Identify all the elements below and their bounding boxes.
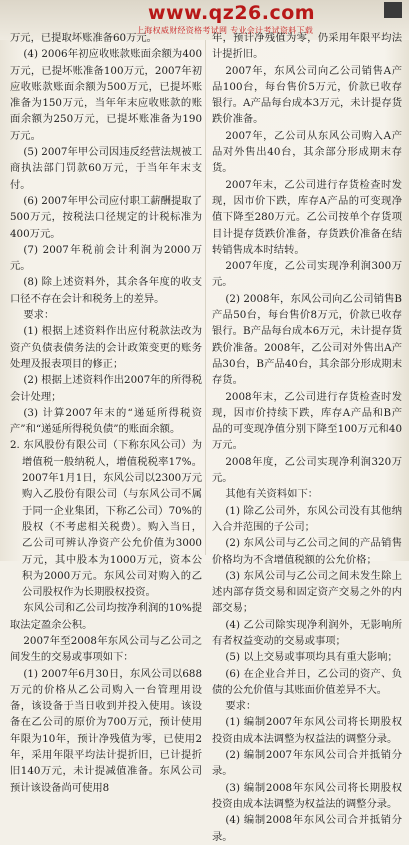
requirement-item: (1) 根据上述资料作出应付税款法改为资产负债表债务法的会计政策变更的账务处理及报表项目的修正； [10,325,202,370]
paragraph: 2007年至2008年东风公司与乙公司之间发生的交易或事项如下： [10,634,202,664]
requirement-item: (2) 根据上述资料作出2007年的所得税会计处理； [10,374,202,403]
list-item: (2) 东风公司与乙公司之间的产品销售价格均为不含增值税额的公允价格； [212,537,402,566]
paragraph: 2007年，东风公司向乙公司销售A产品100台，每台售价5万元，价款已收存银行。A产品每台成本3万元，未计提存货跌价准备。 [212,64,402,126]
left-column [10,30,202,796]
paragraph: 2008年末，乙公司进行存货检查时发现，因市价持续下跌，库存A产品和B产品的可变现净值分别下降至100万元和40万元。 [212,390,402,452]
site-logo[interactable]: www.qz26.com [148,2,316,24]
requirement-item: (3) 编制2008年东风公司将长期股权投资由成本法调整为权益法的调整分录。 [212,781,402,810]
paragraph: (4) 2006年初应收账款账面余额为400万元，已提坏账准备100万元，2007年初应收账款账面余额为500万元，已提坏账准备为150万元，当年年末应收账款的账面余额为250万元，已提坏账准备为190万元。 [10,48,202,142]
site-ribbon: 上海权威财经资格考试网 专业会计考试资料下载 [136,26,314,35]
paragraph: 其他有关资料如下： [225,488,319,501]
paragraph: (7) 2007年税前会计利润为2000万元。 [10,243,202,273]
paragraph: (2) 2008年，东风公司向乙公司销售B产品50台，每台售价8万元，价款已收存银行。B产品每台成本6万元，未计提存货跌价准备。2008年，乙公司对外售出A产品30台，B产品40台，其余部分形成期末存货。 [212,292,402,387]
paragraph: (5) 2007年甲公司因违反经营法规被工商执法部门罚款60万元，于当年年末支付。 [10,146,202,191]
requirements-heading: 要求： [225,700,257,713]
requirement-item: (3) 计算2007年末的“递延所得税资产”和“递延所得税负债”的账面余额。 [10,406,202,436]
list-item: (4) 乙公司除实现净利润外，无影响所有者权益变动的交易或事项； [212,618,402,647]
corner-block [384,2,402,18]
paragraph: (1) 2007年6月30日，东风公司以688万元的价格从乙公司购入一台管理用设备，该设备于当日收到并投入使用。该设备在乙公司的原价为700万元，预计使用年限为10年，预计净残值为零，已使用2年，采用年限平均法计提折旧，已计提折旧140万元，未计提减值准备。东风公司预计该设备尚可使用8 [10,667,202,794]
list-item: (6) 在企业合并日，乙公司的资产、负债的公允价值与其账面价值差异不大。 [212,667,402,696]
requirement-item: (1) 编制2007年东风公司将长期股权投资由成本法调整为权益法的调整分录。 [212,716,402,745]
requirements-heading: 要求： [23,309,55,322]
paragraph: 东风公司和乙公司均按净利润的10%提取法定盈余公积。 [10,602,202,631]
paragraph: (8) 除上述资料外，其余各年度的收支口径不存在会计和税务上的差异。 [10,276,202,305]
paragraph: 2007年，乙公司从东风公司购入A产品对外售出40台，其余部分形成期末存货。 [212,129,402,175]
paragraph: (6) 2007年甲公司应付职工薪酬提取了500万元，按税法口径规定的计税标准为400万元。 [10,194,202,240]
requirement-item: (4) 编制2008年东风公司合并抵销分录。 [212,814,402,843]
list-item: (3) 东风公司与乙公司之间未发生除上述内部存货交易和固定资产交易之外的内部交易； [212,569,402,615]
column-divider [205,40,206,555]
list-item: (1) 除乙公司外，东风公司没有其他纳入合并范围的子公司； [212,504,402,533]
paragraph: 2007年末，乙公司进行存货检查时发现，因市价下跌，库存A产品的可变现净值下降至280万元。乙公司按单个存货项目计提存货跌价准备，存货跌价准备在结转销售成本时结转。 [212,178,402,256]
question-2: 2. 东风股份有限公司（下称东风公司）为增值税一般纳税人，增值税税率17%。2007年1月1日，东风公司以2300万元购入乙股份有限公司（与东风公司不属于同一企业集团，下称乙公司）70%的股权（不考虑相关税费）。购入当日，乙公司可辨认净资产公允价值为3000万元，其中股本为1000万元，资本公积为2000万元。东风公司对购入的乙公司股权作为长期股权投资。 [10,439,202,599]
right-column [212,30,402,845]
paragraph: 年，预计净残值为零，仍采用年限平均法计提折旧。 [212,32,402,61]
list-item: (5) 以上交易或事项均具有重大影响； [225,651,398,664]
requirement-item: (2) 编制2007年东风公司合并抵销分录。 [212,749,402,778]
paragraph: 2007年度，乙公司实现净利润300万元。 [212,260,402,289]
paragraph: 2008年度，乙公司实现净利润320万元。 [212,455,402,485]
paragraph: 万元，已提取坏账准备60万元。 [10,32,157,44]
